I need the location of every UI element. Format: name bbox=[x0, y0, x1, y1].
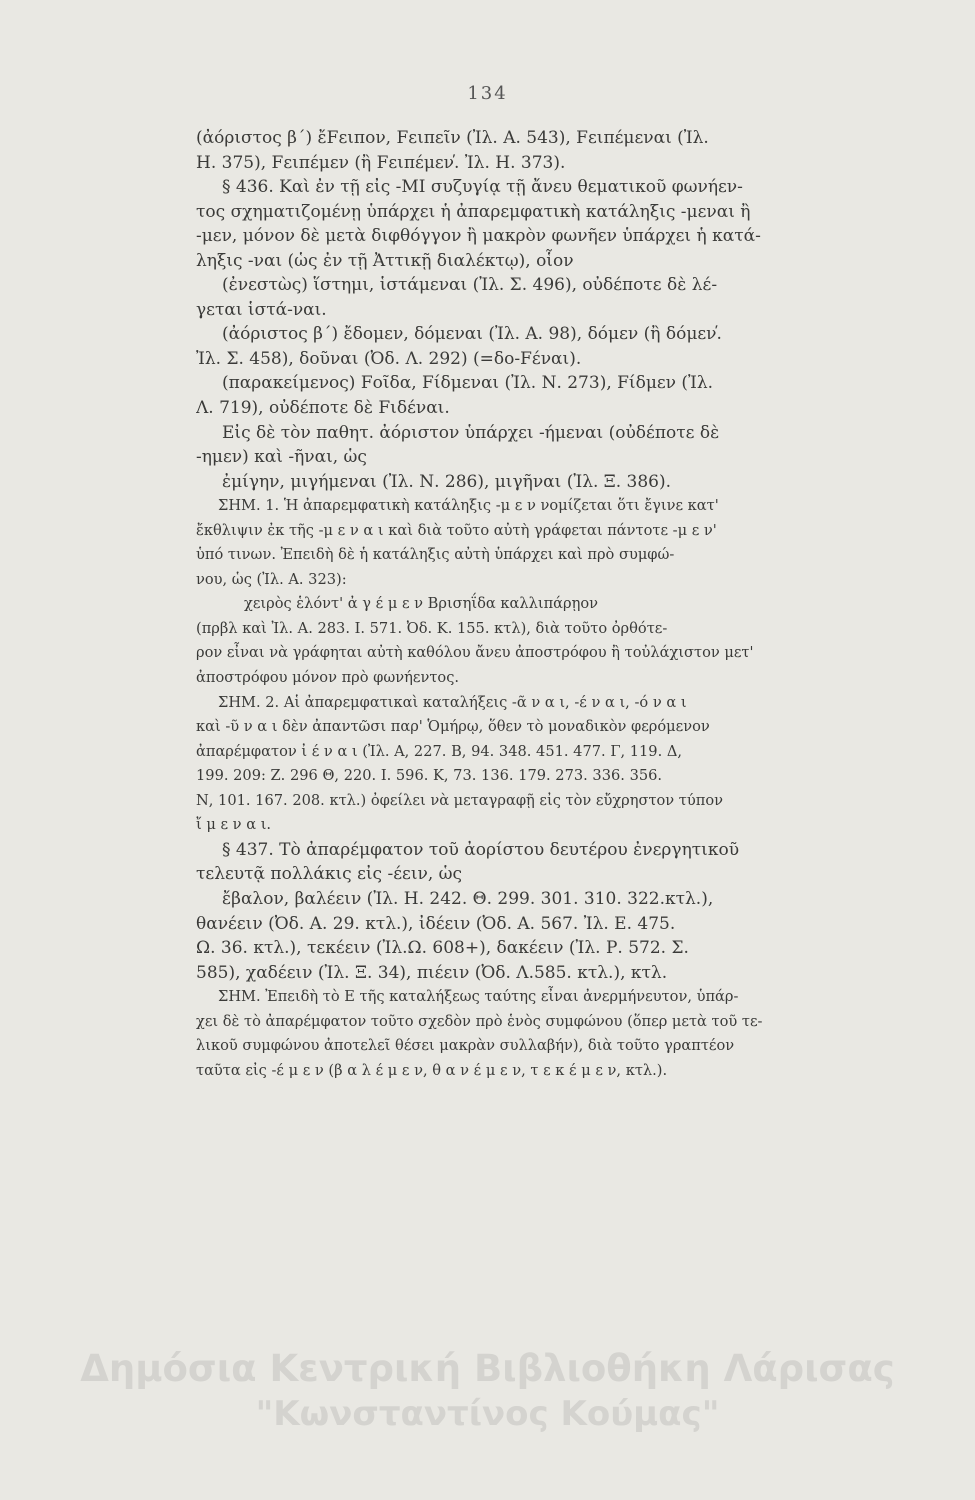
text-line: Εἰς δὲ τὸν παθητ. ἀόριστον ὑπάρχει -ήμεναι (οὐδέποτε δὲ bbox=[222, 422, 720, 443]
text-line: Λ. 719), οὐδέποτε δὲ Fιδέναι. bbox=[196, 398, 450, 419]
text-line: 585), χαδέειν (Ἰλ. Ξ. 34), πιέειν (Ὀδ. Λ.585. κτλ.), κτλ. bbox=[196, 962, 668, 983]
library-watermark-line-2: "Κωνσταντίνος Κούμας" bbox=[255, 1394, 720, 1434]
text-line: ληξις -ναι (ὡς ἐν τῇ Ἀττικῇ διαλέκτῳ), οἷον bbox=[196, 250, 574, 271]
note-line: ἀποστρόφου μόνον πρὸ φωνήεντος. bbox=[196, 669, 460, 687]
note-line: ΣΗΜ. 2. Αἱ ἀπαρεμφατικαὶ καταλήξεις -ᾶ ν α ι, -έ ν α ι, -ό ν α ι bbox=[218, 693, 687, 711]
note-line: ρον εἶναι νὰ γράφηται αὐτὴ καθόλου ἄνευ ἀποστρόφου ἢ τοὐλάχιστον μετ' bbox=[196, 644, 754, 662]
note-line: ἀπαρέμφατον ἰ έ ν α ι (Ἰλ. Α, 227. Β, 94. 348. 451. 477. Γ, 119. Δ, bbox=[196, 742, 683, 760]
note-line: ΣΗΜ. Ἐπειδὴ τὸ Ε τῆς καταλήξεως ταύτης εἶναι ἀνερμήνευτον, ὑπάρ- bbox=[218, 988, 739, 1006]
library-watermark-line-1: Δημόσια Κεντρική Βιβλιοθήκη Λάρισας bbox=[80, 1347, 895, 1390]
text-line: ἔβαλον, βαλέειν (Ἰλ. Η. 242. Θ. 299. 301. 310. 322.κτλ.), bbox=[222, 888, 714, 909]
page-number: 134 bbox=[467, 83, 508, 104]
text-line: § 436. Καὶ ἐν τῇ εἰς -ΜΙ συζυγίᾳ τῇ ἄνευ θεματικοῦ φωνήεν- bbox=[222, 177, 743, 198]
note-line: ἔκθλιψιν ἐκ τῆς -μ ε ν α ι καὶ διὰ τοῦτο αὐτὴ γράφεται πάντοτε -μ ε ν' bbox=[196, 521, 717, 539]
text-line: Ἰλ. Σ. 458), δοῦναι (Ὀδ. Λ. 292) (=δο-Fέναι). bbox=[196, 348, 582, 369]
text-line: (ἀόριστος β΄) ἔδομεν, δόμεναι (Ἰλ. Α. 98), δόμεν (ἢ δόμεν̕. bbox=[222, 324, 722, 345]
text-line: § 437. Τὸ ἀπαρέμφατον τοῦ ἀορίστου δευτέρου ἐνεργητικοῦ bbox=[222, 839, 740, 860]
note-line: χει δὲ τὸ ἀπαρέμφατον τοῦτο σχεδὸν πρὸ ἑνὸς συμφώνου (ὅπερ μετὰ τοῦ τε- bbox=[196, 1012, 763, 1030]
note-line: χειρὸς ἑλόντ' ἀ γ έ μ ε ν Βρισηΐδα καλλιπάρῃον bbox=[244, 595, 599, 613]
text-line: τελευτᾷ πολλάκις εἰς -έειν, ὡς bbox=[196, 864, 463, 885]
text-line: (ἀόριστος β΄) ἔFειπον, Fειπεῖν (Ἰλ. Α. 543), Fειπέμεναι (Ἰλ. bbox=[196, 128, 709, 148]
note-line: καὶ -ῦ ν α ι δὲν ἀπαντῶσι παρ' Ὁμήρῳ, ὅθεν τὸ μοναδικὸν φερόμενον bbox=[196, 718, 710, 736]
note-line: ΣΗΜ. 1. Ἡ ἀπαρεμφατικὴ κατάληξις -μ ε ν νομίζεται ὅτι ἔγινε κατ' bbox=[218, 497, 719, 515]
text-line: Ω. 36. κτλ.), τεκέειν (Ἰλ.Ω. 608+), δακέειν (Ἰλ. Ρ. 572. Σ. bbox=[196, 938, 689, 959]
text-line: (παρακείμενος) Fοῖδα, Fίδμεναι (Ἰλ. Ν. 273), Fίδμεν (Ἰλ. bbox=[222, 373, 714, 394]
text-line: Η. 375), Fειπέμεν (ἢ Fειπέμεν̕. Ἰλ. Η. 373). bbox=[196, 152, 566, 173]
note-line: 199. 209: Ζ. 296 Θ, 220. Ι. 596. Κ, 73. 136. 179. 273. 336. 356. bbox=[196, 767, 663, 785]
text-line: ἐμίγην, μιγήμεναι (Ἰλ. Ν. 286), μιγῆναι (Ἰλ. Ξ. 386). bbox=[222, 471, 672, 492]
text-line: θανέειν (Ὀδ. Α. 29. κτλ.), ἰδέειν (Ὀδ. Α. 567. Ἰλ. Ε. 475. bbox=[196, 913, 676, 934]
note-line: ἴ μ ε ν α ι. bbox=[196, 816, 272, 834]
note-line: Ν, 101. 167. 208. κτλ.) ὀφείλει νὰ μεταγραφῇ εἰς τὸν εὔχρηστον τύπον bbox=[196, 791, 724, 809]
note-line: ταῦτα εἰς -έ μ ε ν (β α λ έ μ ε ν, θ α ν έ μ ε ν, τ ε κ έ μ ε ν, κτλ.). bbox=[196, 1061, 668, 1079]
note-line: νου, ὡς (Ἰλ. Α. 323): bbox=[196, 570, 347, 588]
note-line: ὑπό τινων. Ἐπειδὴ δὲ ἡ κατάληξις αὐτὴ ὑπάρχει καὶ πρὸ συμφώ- bbox=[196, 546, 675, 564]
text-line: γεται ἱστά-ναι. bbox=[196, 299, 327, 320]
note-line: (πρβλ καὶ Ἰλ. Α. 283. Ι. 571. Ὀδ. Κ. 155. κτλ), διὰ τοῦτο ὀρθότε- bbox=[196, 619, 668, 637]
text-line: -ημεν) καὶ -ῆναι, ὡς bbox=[196, 447, 367, 468]
text-line: (ἐνεστὼς) ἵστημι, ἱστάμεναι (Ἰλ. Σ. 496), οὐδέποτε δὲ λέ- bbox=[222, 275, 718, 296]
text-line: τος σχηματιζομένῃ ὑπάρχει ἡ ἀπαρεμφατικὴ κατάληξις -μεναι ἢ bbox=[196, 201, 751, 222]
text-line: -μεν, μόνον δὲ μετὰ διφθόγγον ἢ μακρὸν φωνῆεν ὑπάρχει ἡ κατά- bbox=[196, 226, 761, 247]
note-line: λικοῦ συμφώνου ἀποτελεῖ θέσει μακρὰν συλλαβήν), διὰ τοῦτο γραπτέον bbox=[196, 1037, 735, 1055]
page-text bbox=[196, 126, 838, 1083]
